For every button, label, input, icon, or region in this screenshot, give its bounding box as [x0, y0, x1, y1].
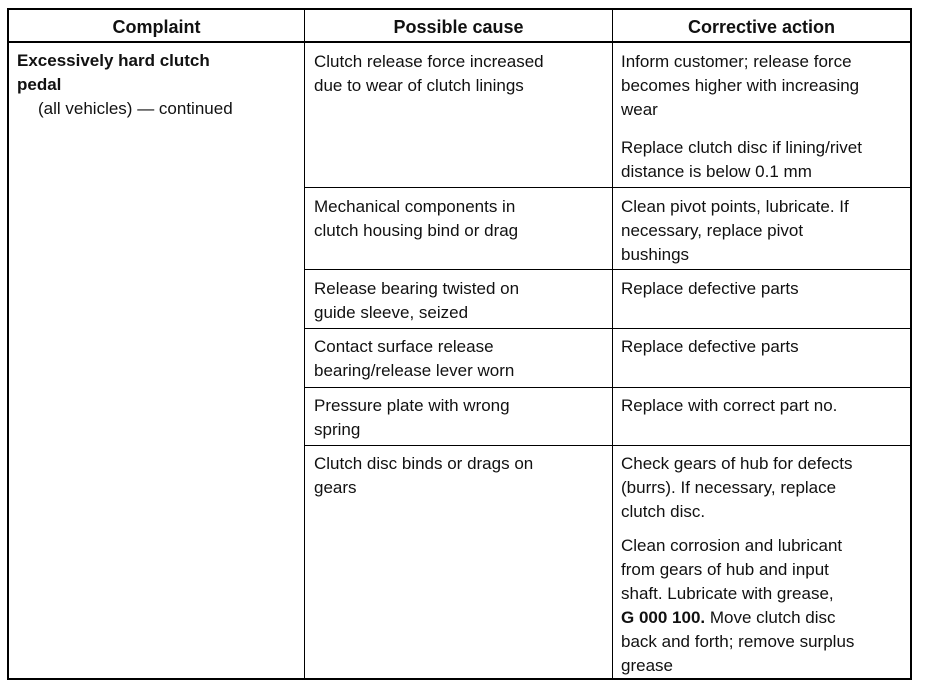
cause-text: Contact surface release — [314, 337, 494, 356]
action-text: necessary, replace pivot — [621, 221, 804, 240]
cause-cell — [314, 277, 519, 325]
header-complaint: Complaint — [112, 17, 201, 37]
action-cell — [621, 195, 849, 267]
cause-text: guide sleeve, seized — [314, 303, 469, 322]
action-text: Replace clutch disc if lining/rivet — [621, 138, 862, 157]
action-text: grease — [621, 656, 673, 675]
action-text: back and forth; remove surplus — [621, 632, 855, 651]
action-text: (burrs). If necessary, replace — [621, 478, 837, 497]
cause-text: Release bearing twisted on — [314, 279, 520, 298]
action-text: Clean corrosion and lubricant — [621, 536, 843, 555]
cause-text: bearing/release lever worn — [314, 361, 515, 380]
action-text: from gears of hub and input — [621, 560, 829, 579]
action-text: Clean pivot points, lubricate. If — [621, 197, 849, 216]
column-divider-1 — [304, 10, 305, 678]
cause-cell — [314, 335, 514, 383]
complaint-title: Excessively hard clutch — [17, 51, 210, 70]
complaint-title: pedal — [17, 75, 62, 94]
cause-text: clutch housing bind or drag — [314, 221, 519, 240]
action-cell — [621, 335, 799, 359]
row-divider — [304, 187, 910, 188]
cause-text: Pressure plate with wrong — [314, 396, 510, 415]
action-text: clutch disc. — [621, 502, 706, 521]
action-text-with-code — [621, 606, 854, 630]
action-text: Replace with correct part no. — [621, 396, 838, 415]
action-cell — [621, 452, 853, 524]
cause-cell — [314, 452, 533, 500]
action-cell — [621, 277, 799, 301]
cause-text: Mechanical components in — [314, 197, 516, 216]
row-divider — [304, 445, 910, 446]
action-cell — [621, 394, 837, 418]
cause-text: gears — [314, 478, 357, 497]
action-cell — [621, 534, 854, 678]
grease-part-number: G 000 100. — [621, 608, 706, 627]
complaint-subtitle: (all vehicles) — continued — [38, 99, 233, 118]
row-divider — [304, 328, 910, 329]
action-cell — [621, 136, 862, 184]
cause-text: spring — [314, 420, 361, 439]
header-corrective-action: Corrective action — [687, 17, 836, 37]
column-divider-2 — [612, 10, 613, 678]
action-text: Check gears of hub for defects — [621, 454, 853, 473]
action-text: becomes higher with increasing — [621, 76, 860, 95]
action-cell — [621, 50, 859, 122]
cause-text: Clutch disc binds or drags on — [314, 454, 534, 473]
cause-cell — [314, 50, 544, 98]
action-text: bushings — [621, 245, 690, 264]
cause-text: Clutch release force increased — [314, 52, 544, 71]
action-text: shaft. Lubricate with grease, — [621, 584, 834, 603]
row-divider — [304, 387, 910, 388]
cause-text: due to wear of clutch linings — [314, 76, 524, 95]
header-possible-cause: Possible cause — [393, 17, 524, 37]
action-text: distance is below 0.1 mm — [621, 162, 812, 181]
action-text: Replace defective parts — [621, 337, 799, 356]
cause-cell — [314, 195, 518, 243]
complaint-cell — [17, 49, 233, 121]
clutch-troubleshooting-table — [7, 8, 912, 680]
row-divider — [304, 269, 910, 270]
cause-cell — [314, 394, 510, 442]
action-text: Replace defective parts — [621, 279, 799, 298]
action-text: Move clutch disc — [709, 608, 836, 627]
action-text: Inform customer; release force — [621, 52, 852, 71]
action-text: wear — [621, 100, 658, 119]
